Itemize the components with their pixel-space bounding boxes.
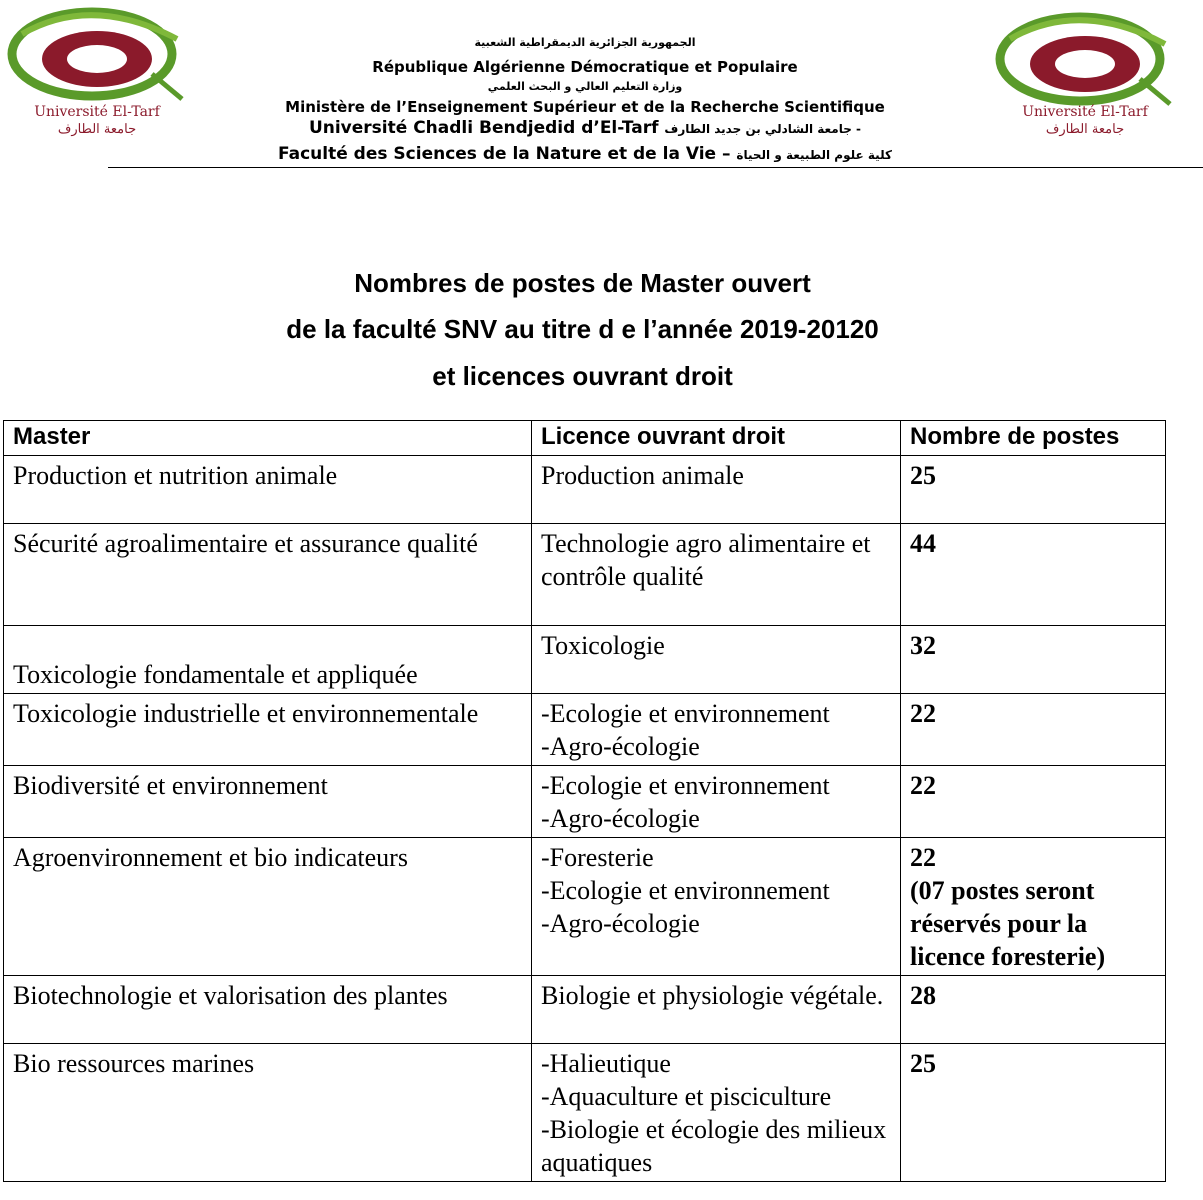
column-header-master: Master (4, 421, 532, 456)
cell-master: Production et nutrition animale (4, 456, 532, 524)
licence-item: -Halieutique (541, 1049, 671, 1078)
cell-postes (901, 694, 1166, 766)
licence-item: -Ecologie et environnement (541, 771, 830, 800)
logo-text-arabic: جامعة الطارف (1045, 122, 1125, 137)
licence-item: -Ecologie et environnement (541, 876, 830, 905)
table-row (4, 1044, 1166, 1182)
licence-item: Production animale (541, 461, 744, 490)
logo-text-latin: Université El-Tarf (34, 104, 160, 120)
cell-master: Bio ressources marines (4, 1044, 532, 1182)
postes-value: 28 (910, 981, 936, 1010)
cell-licence (532, 456, 901, 524)
postes-value: 22 (910, 699, 936, 728)
licence-item: Toxicologie (541, 631, 665, 660)
title-line-2: de la faculté SNV au titre d e l’année 2019-20120 (286, 314, 879, 344)
logo-emblem-icon (990, 4, 1180, 114)
cell-licence (532, 766, 901, 838)
table-row (4, 976, 1166, 1044)
cell-licence (532, 524, 901, 626)
title-line-1: Nombres de postes de Master ouvert (354, 268, 811, 298)
cell-licence (532, 838, 901, 976)
postes-value: 22 (910, 843, 936, 872)
cell-postes (901, 626, 1166, 694)
cell-postes (901, 838, 1166, 976)
cell-postes (901, 1044, 1166, 1182)
table-row (4, 838, 1166, 976)
licence-item: -Ecologie et environnement (541, 699, 830, 728)
column-header-licence: Licence ouvrant droit (532, 421, 901, 456)
column-header-postes: Nombre de postes (901, 421, 1166, 456)
logo-text-latin: Université El-Tarf (1022, 104, 1148, 120)
header-faculty (200, 144, 970, 164)
header-ministry-arabic: وزارة التعليم العالي و البحث العلمي (487, 80, 683, 93)
header-faculty-arabic: كلية علوم الطبيعة و الحياة (736, 148, 892, 162)
postes-value: 25 (910, 1049, 936, 1078)
postes-value: 25 (910, 461, 936, 490)
header-university (200, 118, 970, 138)
cell-master: Biodiversité et environnement (4, 766, 532, 838)
licence-item: -Agro-écologie (541, 804, 700, 833)
licence-item: -Agro-écologie (541, 732, 700, 761)
header-divider (108, 167, 1203, 168)
cell-master: Agroenvironnement et bio indicateurs (4, 838, 532, 976)
table-row (4, 766, 1166, 838)
cell-licence (532, 626, 901, 694)
header-university-name: Université Chadli Bendjedid d’El-Tarf (308, 118, 659, 138)
licence-item: -Foresterie (541, 843, 654, 872)
licence-item: -Aquaculture et pisciculture (541, 1082, 832, 1111)
cell-postes (901, 524, 1166, 626)
cell-postes (901, 976, 1166, 1044)
logo-emblem-icon (2, 4, 192, 114)
header-university-arabic: - جامعة الشادلي بن جديد الطارف (664, 122, 862, 136)
table-header-row (4, 421, 1166, 456)
header-republic-arabic: الجمهورية الجزائرية الديمقراطية الشعبية (474, 36, 696, 49)
cell-licence (532, 694, 901, 766)
table-row (4, 626, 1166, 694)
university-logo-left (2, 4, 192, 154)
licence-item: -Biologie et écologie des milieux aquatiques (541, 1115, 887, 1177)
header-ministry: Ministère de l’Enseignement Supérieur et de la Recherche Scientifique (285, 98, 885, 116)
licence-item: -Agro-écologie (541, 909, 700, 938)
header-faculty-name: Faculté des Sciences de la Nature et de la Vie – (278, 144, 731, 164)
cell-master: Biotechnologie et valorisation des plantes (4, 976, 532, 1044)
logo-text-arabic: جامعة الطارف (57, 122, 137, 137)
table-row (4, 456, 1166, 524)
cell-master: Toxicologie fondamentale et appliquée (4, 626, 532, 694)
title-line-3: et licences ouvrant droit (432, 361, 733, 391)
postes-value: 22 (910, 771, 936, 800)
master-positions-table (3, 420, 1166, 1182)
postes-note: (07 postes seront réservés pour la licence foresterie) (910, 876, 1106, 971)
licence-item: Biologie et physiologie végétale. (541, 981, 884, 1010)
table-row (4, 694, 1166, 766)
postes-value: 32 (910, 631, 936, 660)
cell-licence (532, 1044, 901, 1182)
cell-postes (901, 456, 1166, 524)
postes-value: 44 (910, 529, 936, 558)
university-logo-right (990, 4, 1180, 154)
header-republic: République Algérienne Démocratique et Populaire (372, 58, 798, 76)
table-row (4, 524, 1166, 626)
licence-item: Technologie agro alimentaire et contrôle qualité (541, 529, 871, 591)
cell-licence (532, 976, 901, 1044)
cell-master: Sécurité agroalimentaire et assurance qualité (4, 524, 532, 626)
cell-postes (901, 766, 1166, 838)
cell-master: Toxicologie industrielle et environnementale (4, 694, 532, 766)
